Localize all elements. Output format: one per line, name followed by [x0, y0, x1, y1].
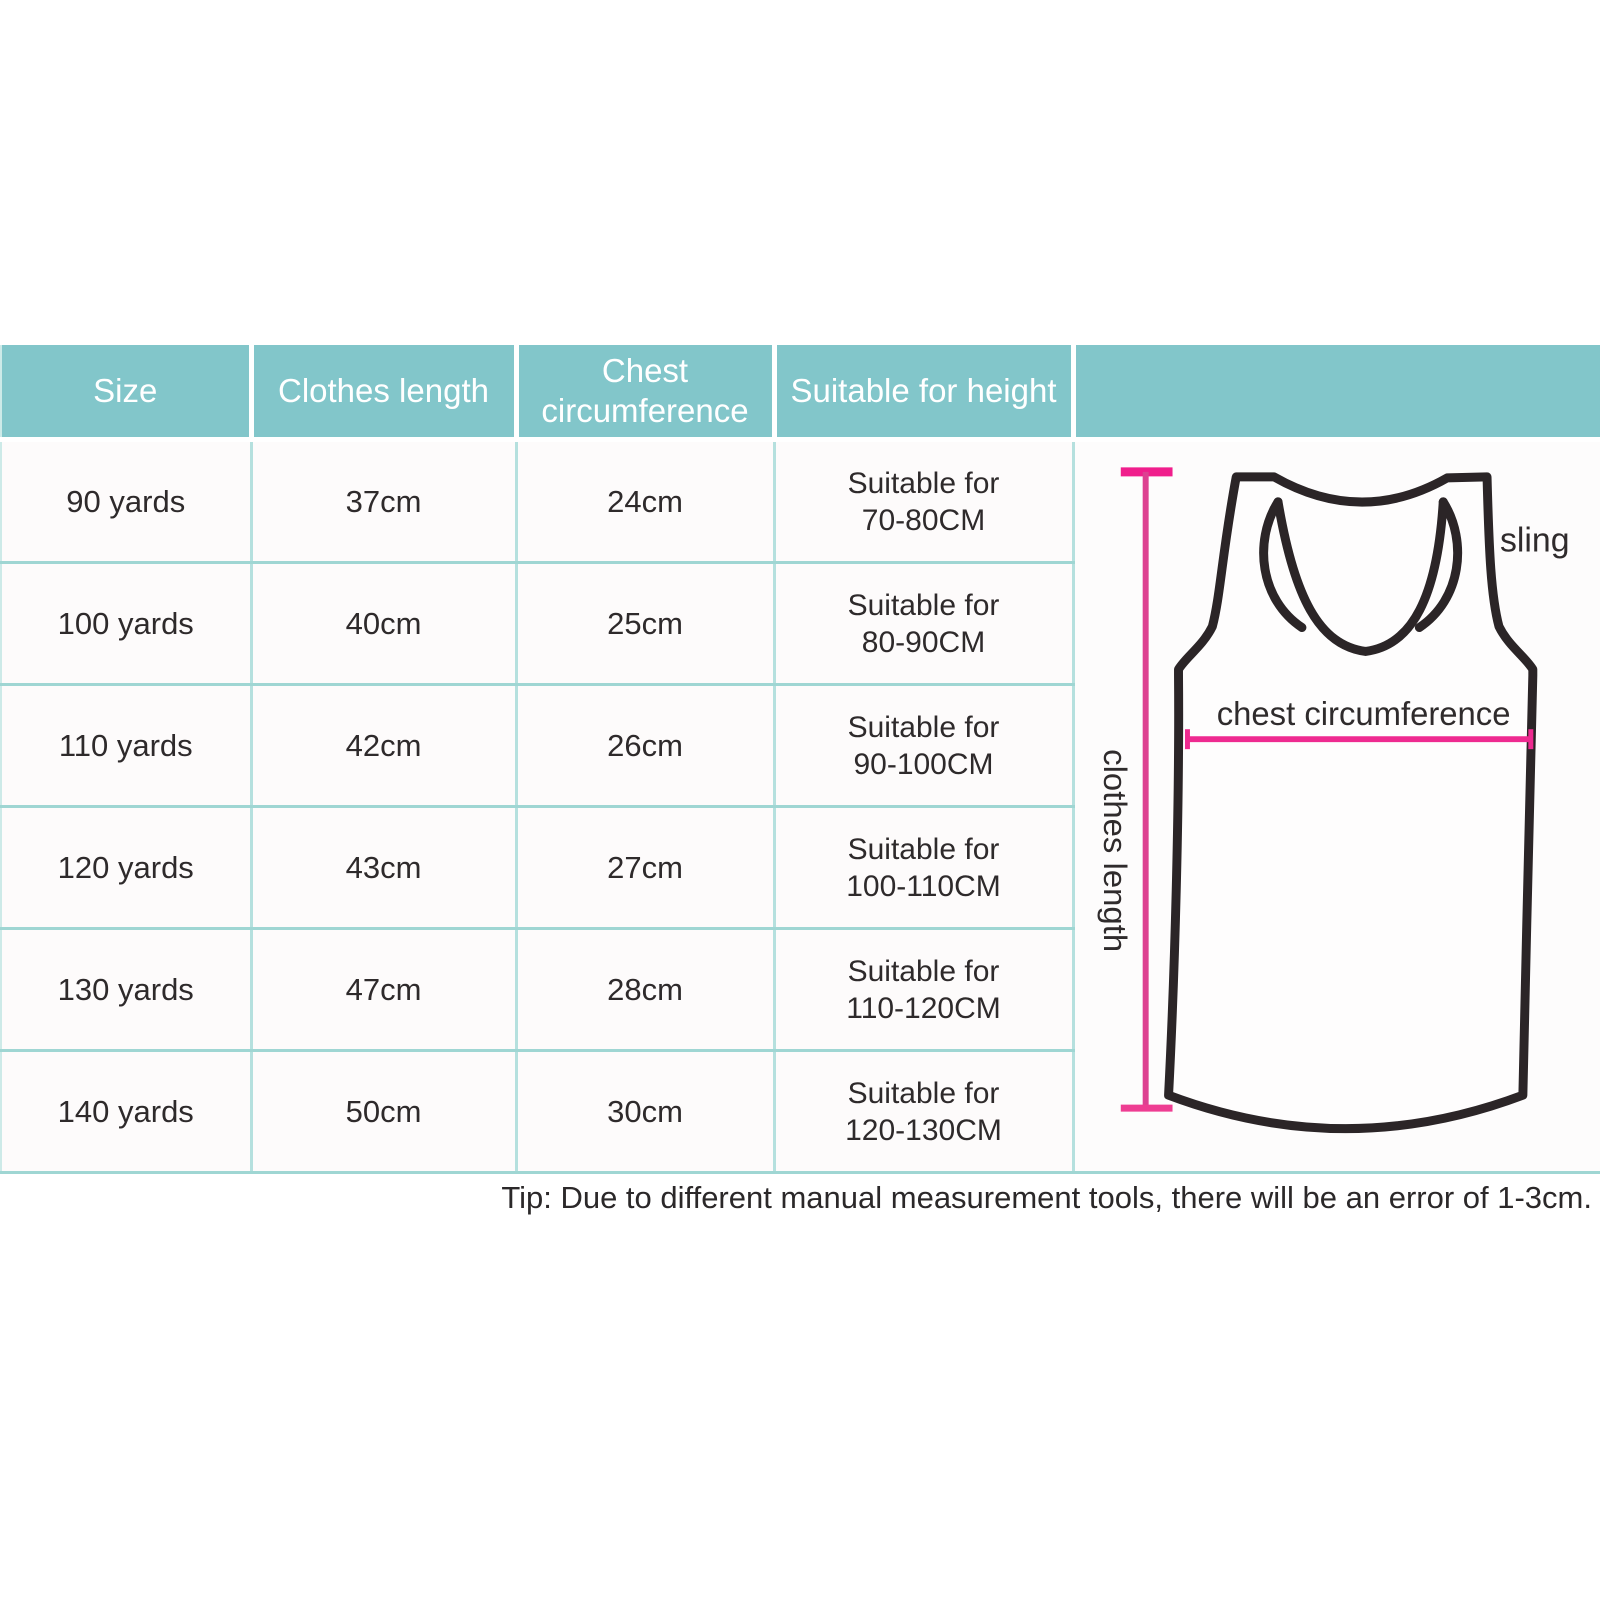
cell-height: [774, 807, 1073, 929]
height-line-1: Suitable for: [847, 710, 1000, 744]
cell-length: 43cm: [251, 807, 516, 929]
cell-size: 100 yards: [1, 563, 251, 685]
height-line-2: 100-110CM: [846, 869, 1001, 903]
cell-chest: 24cm: [516, 440, 774, 563]
table-row: [1, 440, 1600, 563]
header-cell-height: Suitable for height: [774, 345, 1073, 440]
cell-size: 110 yards: [1, 685, 251, 807]
cell-size: 140 yards: [1, 1051, 251, 1173]
table-header-row: [1, 345, 1600, 440]
header-cell-chest: Chest circumference: [516, 345, 774, 440]
height-line-1: Suitable for: [847, 466, 1000, 500]
clothes-length-label: clothes length: [1096, 749, 1134, 953]
cell-chest: 26cm: [516, 685, 774, 807]
height-line-2: 70-80CM: [861, 503, 986, 537]
cell-height: [774, 440, 1073, 563]
cell-height: [774, 685, 1073, 807]
cell-length: 50cm: [251, 1051, 516, 1173]
cell-size: 120 yards: [1, 807, 251, 929]
tank-top-drawing: [1168, 477, 1532, 1129]
cell-diagram: [1073, 440, 1600, 1173]
height-line-1: Suitable for: [847, 1076, 1000, 1110]
cell-chest: 30cm: [516, 1051, 774, 1173]
size-diagram: [1075, 442, 1600, 1171]
height-line-1: Suitable for: [847, 832, 1000, 866]
header-cell-size: Size: [1, 345, 251, 440]
size-table: [0, 345, 1600, 1174]
cell-chest: 25cm: [516, 563, 774, 685]
cell-size: 130 yards: [1, 929, 251, 1051]
cell-length: 40cm: [251, 563, 516, 685]
cell-chest: 28cm: [516, 929, 774, 1051]
height-line-2: 90-100CM: [853, 747, 994, 781]
header-cell-blank: [1073, 345, 1600, 440]
height-line-2: 120-130CM: [845, 1113, 1002, 1147]
cell-height: [774, 929, 1073, 1051]
height-line-2: 80-90CM: [861, 625, 986, 659]
cell-height: [774, 1051, 1073, 1173]
tank-top-outline: [1168, 477, 1532, 1129]
cell-length: 47cm: [251, 929, 516, 1051]
height-line-2: 110-120CM: [846, 991, 1001, 1025]
height-line-1: Suitable for: [847, 954, 1000, 988]
cell-length: 42cm: [251, 685, 516, 807]
cell-chest: 27cm: [516, 807, 774, 929]
chest-circumference-label: chest circumference: [1216, 695, 1510, 733]
cell-length: 37cm: [251, 440, 516, 563]
cell-size: 90 yards: [1, 440, 251, 563]
cell-height: [774, 563, 1073, 685]
sling-label: sling: [1499, 521, 1570, 560]
tip-text: Tip: Due to different manual measurement tools, there will be an error of 1-3cm.: [501, 1180, 1592, 1215]
header-cell-length: Clothes length: [251, 345, 516, 440]
height-line-1: Suitable for: [847, 588, 1000, 622]
